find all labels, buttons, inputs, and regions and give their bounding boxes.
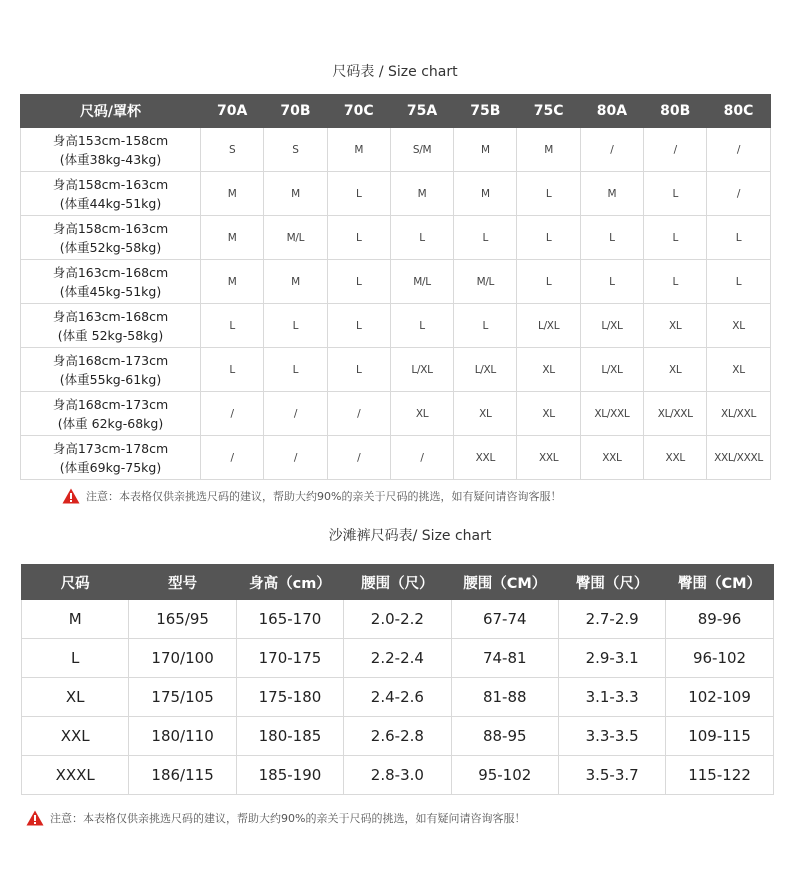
bra-size-cell: / <box>201 392 264 436</box>
bra-size-cell: XXL <box>644 436 707 480</box>
pants-hip-chi-cell: 2.9-3.1 <box>558 639 665 678</box>
bra-size-cell: / <box>390 436 453 480</box>
bra-header-size-cup: 尺码/罩杯 <box>21 95 201 128</box>
bra-row-height: 身高153cm-158cm <box>52 132 169 148</box>
bra-row-height: 身高168cm-173cm <box>52 352 169 368</box>
bra-size-cell: S <box>264 128 327 172</box>
pants-header-hip-chi: 臀围（尺） <box>558 565 665 600</box>
bra-size-cell: M <box>201 172 264 216</box>
bra-size-cell: L <box>327 172 390 216</box>
bra-table-row <box>21 216 771 260</box>
bra-size-cell: M/L <box>264 216 327 260</box>
bra-header-cup: 70A <box>201 95 264 128</box>
pants-waist-chi-cell: 2.6-2.8 <box>344 717 451 756</box>
pants-header-height: 身高（cm） <box>236 565 343 600</box>
bra-size-cell: XL <box>707 348 770 392</box>
pants-height-cell: 185-190 <box>236 756 343 795</box>
bra-row-label <box>21 348 201 392</box>
bra-size-cell: XXL/XXXL <box>707 436 770 480</box>
bra-row-weight: (体重38kg-43kg) <box>59 151 162 167</box>
bra-size-cell: L <box>264 348 327 392</box>
bra-size-cell: L <box>201 304 264 348</box>
bra-size-cell: XXL <box>454 436 517 480</box>
pants-model-cell: 170/100 <box>129 639 236 678</box>
bra-size-cell: XL/XXL <box>580 392 643 436</box>
pants-waist-cm-cell: 67-74 <box>451 600 558 639</box>
pants-model-cell: 175/105 <box>129 678 236 717</box>
bra-size-cell: XL <box>390 392 453 436</box>
bra-size-chart-title: 尺码表 / Size chart <box>332 64 458 80</box>
pants-hip-cm-cell: 89-96 <box>666 600 773 639</box>
bra-row-label <box>21 216 201 260</box>
bra-size-cell: L <box>644 216 707 260</box>
pants-header-model: 型号 <box>129 565 236 600</box>
pants-waist-chi-cell: 2.2-2.4 <box>344 639 451 678</box>
bra-size-cell: / <box>707 128 770 172</box>
bra-header-cup: 75C <box>517 95 580 128</box>
pants-model-cell: 180/110 <box>129 717 236 756</box>
pants-height-cell: 180-185 <box>236 717 343 756</box>
bra-size-cell: L/XL <box>454 348 517 392</box>
pants-hip-cm-cell: 115-122 <box>666 756 773 795</box>
bra-size-cell: XL/XXL <box>707 392 770 436</box>
pants-size-cell: XL <box>22 678 129 717</box>
bra-size-cell: / <box>580 128 643 172</box>
pants-hip-chi-cell: 2.7-2.9 <box>558 600 665 639</box>
pants-header-size: 尺码 <box>22 565 129 600</box>
bra-size-cell: / <box>327 392 390 436</box>
bra-size-cell: L <box>707 216 770 260</box>
pants-size-cell: XXL <box>22 717 129 756</box>
bra-row-label <box>21 436 201 480</box>
pants-table-row <box>22 600 774 639</box>
pants-note-text: 注意：本表格仅供亲挑选尺码的建议，帮助大约90%的亲关于尺码的挑选，如有疑问请咨询客服！ <box>50 812 526 825</box>
bra-row-weight: (体重 52kg-58kg) <box>57 327 164 343</box>
bra-size-cell: M/L <box>390 260 453 304</box>
bra-size-cell: L/XL <box>580 304 643 348</box>
pants-waist-cm-cell: 81-88 <box>451 678 558 717</box>
bra-row-height: 身高163cm-168cm <box>52 264 169 280</box>
bra-size-cell: L <box>390 216 453 260</box>
bra-size-cell: XL <box>517 392 580 436</box>
pants-table-row <box>22 756 774 795</box>
pants-size-table <box>21 564 774 795</box>
bra-header-cup: 80A <box>580 95 643 128</box>
bra-size-cell: L <box>580 260 643 304</box>
bra-table-header-row <box>21 95 771 128</box>
pants-hip-chi-cell: 3.5-3.7 <box>558 756 665 795</box>
bra-size-cell: L <box>517 260 580 304</box>
pants-size-cell: XXXL <box>22 756 129 795</box>
bra-size-cell: XXL <box>517 436 580 480</box>
pants-table-body <box>22 600 774 795</box>
bra-row-weight: (体重52kg-58kg) <box>59 239 162 255</box>
bra-size-cell: M <box>201 260 264 304</box>
bra-size-cell: L <box>454 216 517 260</box>
pants-waist-chi-cell: 2.4-2.6 <box>344 678 451 717</box>
bra-size-cell: M <box>517 128 580 172</box>
pants-chart-note <box>26 810 525 826</box>
bra-size-cell: / <box>264 392 327 436</box>
pants-waist-chi-cell: 2.0-2.2 <box>344 600 451 639</box>
bra-row-weight: (体重 62kg-68kg) <box>57 415 164 431</box>
bra-chart-note <box>62 488 561 504</box>
bra-size-cell: / <box>264 436 327 480</box>
pants-hip-chi-cell: 3.1-3.3 <box>558 678 665 717</box>
pants-size-chart-title: 沙滩裤尺码表/ Size chart <box>328 528 492 544</box>
warning-triangle-icon <box>26 810 44 826</box>
bra-table-row <box>21 348 771 392</box>
pants-header-hip-cm: 臀围（CM） <box>666 565 773 600</box>
bra-size-cell: L <box>327 348 390 392</box>
bra-size-cell: L <box>644 260 707 304</box>
pants-model-cell: 186/115 <box>129 756 236 795</box>
bra-row-height: 身高163cm-168cm <box>52 308 169 324</box>
bra-table-row <box>21 436 771 480</box>
bra-row-height: 身高158cm-163cm <box>52 220 169 236</box>
bra-table-row <box>21 304 771 348</box>
bra-row-weight: (体重45kg-51kg) <box>59 283 162 299</box>
bra-row-label <box>21 172 201 216</box>
bra-size-cell: L <box>390 304 453 348</box>
pants-hip-cm-cell: 96-102 <box>666 639 773 678</box>
pants-table-row <box>22 678 774 717</box>
bra-size-cell: XL/XXL <box>644 392 707 436</box>
pants-table-row <box>22 639 774 678</box>
bra-row-weight: (体重69kg-75kg) <box>59 459 162 475</box>
bra-size-cell: L/XL <box>390 348 453 392</box>
bra-table-row <box>21 128 771 172</box>
bra-size-table <box>20 94 771 480</box>
pants-height-cell: 170-175 <box>236 639 343 678</box>
bra-size-cell: L <box>580 216 643 260</box>
bra-size-cell: L <box>327 260 390 304</box>
bra-size-cell: / <box>201 436 264 480</box>
pants-table-row <box>22 717 774 756</box>
bra-table-row <box>21 392 771 436</box>
bra-size-cell: L/XL <box>517 304 580 348</box>
pants-size-cell: M <box>22 600 129 639</box>
bra-size-cell: / <box>644 128 707 172</box>
bra-size-cell: M <box>264 172 327 216</box>
bra-size-cell: L <box>327 304 390 348</box>
bra-row-weight: (体重44kg-51kg) <box>59 195 162 211</box>
bra-row-label <box>21 304 201 348</box>
pants-hip-chi-cell: 3.3-3.5 <box>558 717 665 756</box>
bra-note-text: 注意：本表格仅供亲挑选尺码的建议，帮助大约90%的亲关于尺码的挑选，如有疑问请咨询客服！ <box>86 490 562 503</box>
bra-row-label <box>21 128 201 172</box>
bra-size-cell: M <box>264 260 327 304</box>
bra-table-row <box>21 172 771 216</box>
warning-triangle-icon <box>62 488 80 504</box>
bra-size-cell: L <box>264 304 327 348</box>
pants-waist-cm-cell: 88-95 <box>451 717 558 756</box>
bra-size-cell: M/L <box>454 260 517 304</box>
bra-row-height: 身高158cm-163cm <box>52 176 169 192</box>
bra-size-cell: M <box>454 172 517 216</box>
bra-size-cell: M <box>327 128 390 172</box>
bra-size-cell: XL <box>644 348 707 392</box>
bra-size-cell: / <box>707 172 770 216</box>
bra-size-cell: M <box>580 172 643 216</box>
bra-size-cell: L <box>327 216 390 260</box>
bra-size-cell: L <box>201 348 264 392</box>
bra-row-height: 身高168cm-173cm <box>52 396 169 412</box>
pants-table-header-row <box>22 565 774 600</box>
bra-header-cup: 70C <box>327 95 390 128</box>
bra-size-cell: L <box>707 260 770 304</box>
pants-height-cell: 175-180 <box>236 678 343 717</box>
bra-header-cup: 75A <box>390 95 453 128</box>
bra-row-height: 身高173cm-178cm <box>52 440 169 456</box>
bra-size-cell: L/XL <box>580 348 643 392</box>
pants-waist-chi-cell: 2.8-3.0 <box>344 756 451 795</box>
bra-header-cup: 75B <box>454 95 517 128</box>
bra-size-cell: L <box>517 216 580 260</box>
bra-header-cup: 80C <box>707 95 770 128</box>
bra-table-body <box>21 128 771 480</box>
bra-size-cell: XXL <box>580 436 643 480</box>
bra-size-cell: XL <box>644 304 707 348</box>
pants-height-cell: 165-170 <box>236 600 343 639</box>
pants-model-cell: 165/95 <box>129 600 236 639</box>
pants-size-cell: L <box>22 639 129 678</box>
bra-size-cell: XL <box>454 392 517 436</box>
pants-header-waist-cm: 腰围（CM） <box>451 565 558 600</box>
bra-size-cell: L <box>517 172 580 216</box>
bra-header-cup: 80B <box>644 95 707 128</box>
bra-row-label <box>21 260 201 304</box>
pants-hip-cm-cell: 109-115 <box>666 717 773 756</box>
bra-size-cell: M <box>454 128 517 172</box>
pants-header-waist-chi: 腰围（尺） <box>344 565 451 600</box>
bra-size-cell: L <box>454 304 517 348</box>
bra-size-cell: XL <box>707 304 770 348</box>
pants-waist-cm-cell: 95-102 <box>451 756 558 795</box>
bra-table-row <box>21 260 771 304</box>
pants-hip-cm-cell: 102-109 <box>666 678 773 717</box>
bra-size-cell: S <box>201 128 264 172</box>
bra-size-cell: M <box>201 216 264 260</box>
bra-size-cell: XL <box>517 348 580 392</box>
bra-row-label <box>21 392 201 436</box>
bra-size-cell: L <box>644 172 707 216</box>
bra-header-cup: 70B <box>264 95 327 128</box>
bra-size-cell: / <box>327 436 390 480</box>
bra-size-cell: S/M <box>390 128 453 172</box>
bra-row-weight: (体重55kg-61kg) <box>59 371 162 387</box>
pants-waist-cm-cell: 74-81 <box>451 639 558 678</box>
bra-size-cell: M <box>390 172 453 216</box>
